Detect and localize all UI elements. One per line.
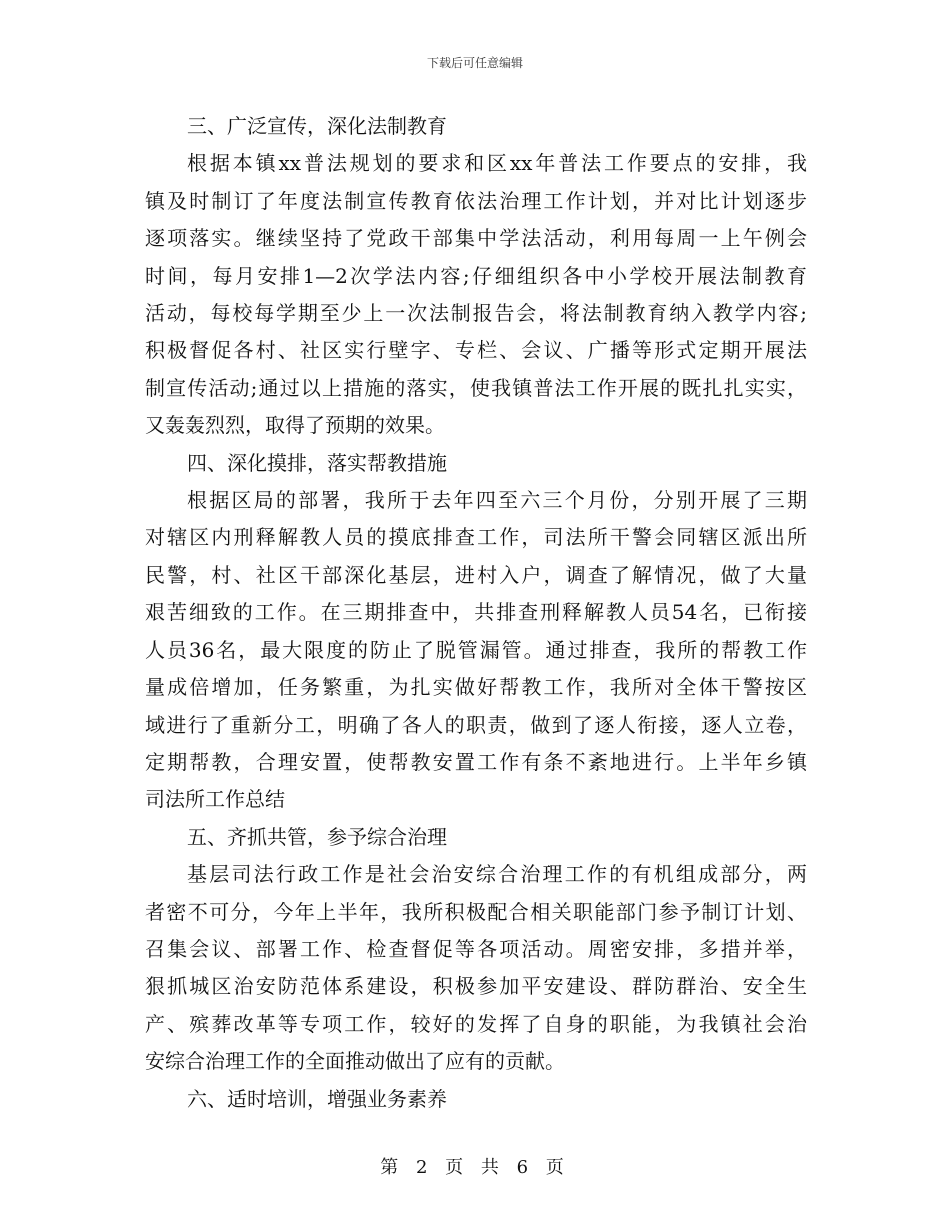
paragraph-line: 逐项落实。继续坚持了党政干部集中学法活动，利用每周一上午例会 [145, 226, 807, 251]
paragraph-line: 者密不可分，今年上半年，我所积极配合相关职能部门参予制订计划、 [145, 899, 807, 924]
paragraph-line: 定期帮教，合理安置，使帮教安置工作有条不紊地进行。上半年乡镇 [145, 749, 807, 774]
page-footer: 第 2 页 共 6 页 [380, 1157, 570, 1178]
paragraph-line: 制宣传活动;通过以上措施的落实，使我镇普法工作开展的既扎扎实实， [145, 375, 807, 400]
document-body [145, 108, 807, 1118]
paragraph-line: 狠抓城区治安防范体系建设，积极参加平安建设、群防群治、安全生 [145, 974, 807, 999]
paragraph-line: 安综合治理工作的全面推动做出了应有的贡献。 [145, 1049, 565, 1074]
paragraph-line: 根据本镇xx普法规划的要求和区xx年普法工作要点的安排，我 [187, 151, 807, 176]
paragraph-line: 对辖区内刑释解教人员的摸底排查工作，司法所干警会同辖区派出所 [145, 525, 807, 550]
paragraph-line: 民警，村、社区干部深化基层，进村入户，调查了解情况，做了大量 [145, 562, 807, 587]
section-heading: 四、深化摸排，落实帮教措施 [187, 450, 447, 475]
paragraph-line: 积极督促各村、社区实行壁字、专栏、会议、广播等形式定期开展法 [145, 338, 807, 363]
section-heading: 六、适时培训，增强业务素养 [187, 1086, 447, 1111]
paragraph-line: 又轰轰烈烈，取得了预期的效果。 [145, 413, 445, 438]
paragraph-line: 时间，每月安排1—2次学法内容;仔细组织各中小学校开展法制教育 [145, 263, 807, 288]
paragraph-line: 域进行了重新分工，明确了各人的职责，做到了逐人衔接，逐人立卷， [145, 712, 807, 737]
section-heading: 三、广泛宣传，深化法制教育 [187, 114, 447, 138]
paragraph-line: 镇及时制订了年度法制宣传教育依法治理工作计划，并对比计划逐步 [145, 188, 807, 213]
page-header: 下载后可任意编辑 [426, 56, 523, 70]
paragraph-line: 量成倍增加，任务繁重，为扎实做好帮教工作，我所对全体干警按区 [145, 675, 807, 700]
section-heading: 五、齐抓共管，参予综合治理 [187, 824, 447, 849]
paragraph-line: 司法所工作总结 [145, 787, 285, 812]
paragraph-line: 产、殡葬改革等专项工作，较好的发挥了自身的职能，为我镇社会治 [145, 1011, 807, 1036]
paragraph-line: 艰苦细致的工作。在三期排查中，共排查刑释解教人员54名，已衔接 [145, 600, 807, 625]
paragraph-line: 召集会议、部署工作、检查督促等各项活动。周密安排，多措并举， [145, 936, 807, 961]
paragraph-line: 基层司法行政工作是社会治安综合治理工作的有机组成部分，两 [187, 862, 807, 887]
paragraph-line: 根据区局的部署，我所于去年四至六三个月份，分别开展了三期 [187, 488, 807, 513]
paragraph-line: 活动，每校每学期至少上一次法制报告会，将法制教育纳入教学内容; [145, 301, 807, 326]
paragraph-line: 人员36名，最大限度的防止了脱管漏管。通过排查，我所的帮教工作 [145, 637, 807, 662]
